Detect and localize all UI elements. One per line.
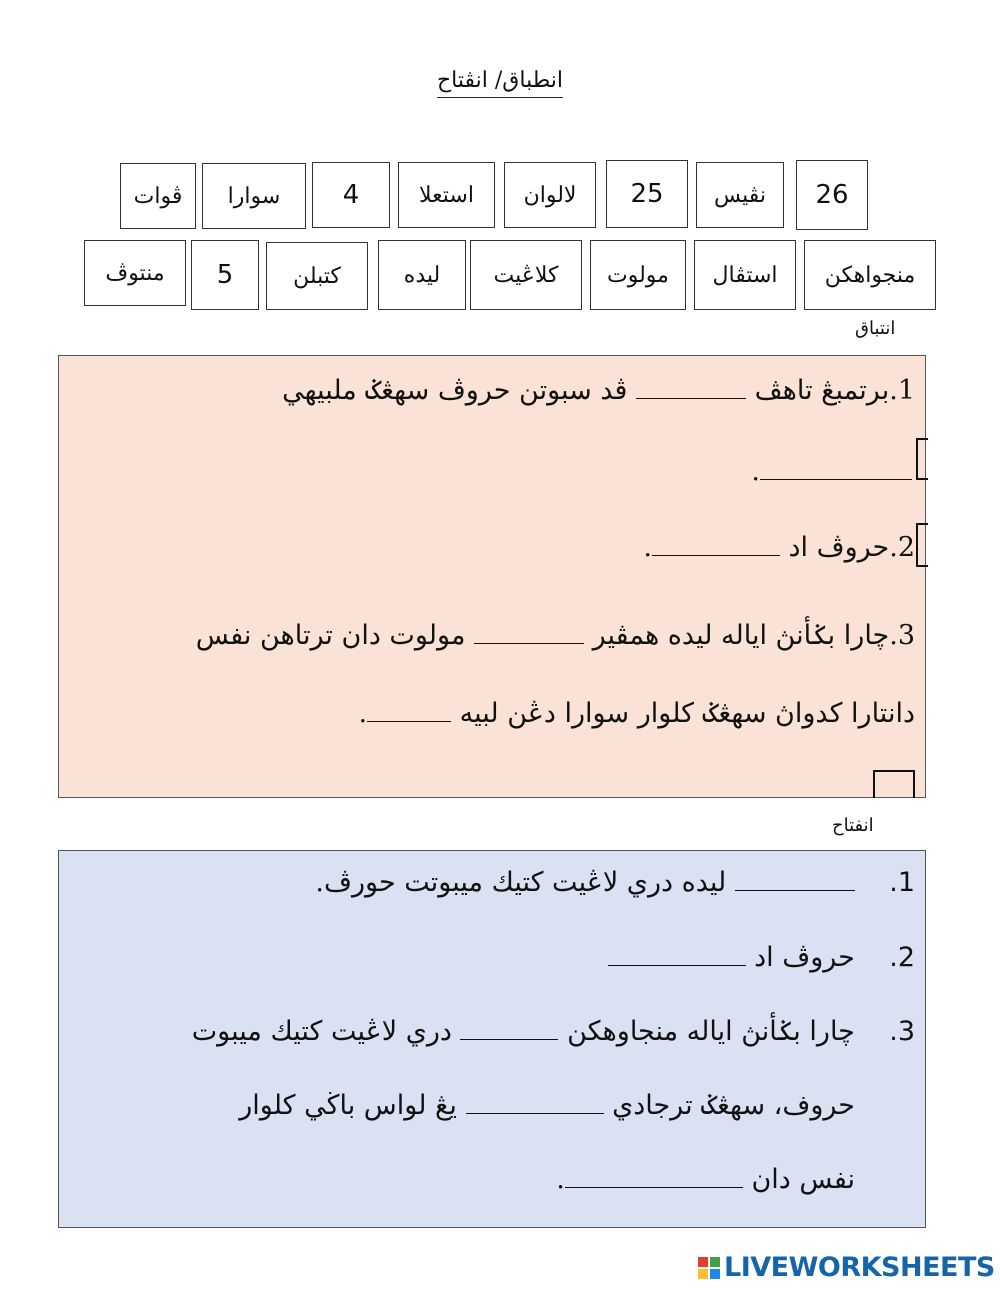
liveworksheets-logo[interactable]: [698, 1252, 995, 1283]
logo-square: [710, 1257, 720, 1267]
question-3-mid: مولوت دان ترتاهن نفس: [195, 620, 466, 651]
question-1-text: ليده دري لاڠيت كتيك ميبوتت حورڤ.: [315, 867, 727, 898]
question-1-end: ڤد سبوتن حروڤ سهڠݢ ملبيهي: [282, 375, 628, 406]
question-2-period: .: [643, 532, 652, 563]
word-card[interactable]: 5: [191, 240, 259, 310]
question-3-start: 3.چارا بݢأنڽ اياله ليده همڤير: [592, 620, 915, 651]
brand-name: LIVEWORKSHEETS: [724, 1252, 995, 1283]
exercise-panel-1: [58, 355, 926, 798]
word-card[interactable]: كلاڠيت: [470, 240, 582, 310]
answer-blank[interactable]: [636, 397, 746, 399]
answer-blank[interactable]: [652, 554, 780, 556]
word-card[interactable]: 25: [606, 160, 688, 228]
answer-blank[interactable]: [466, 1112, 604, 1114]
question-1-period: .: [751, 456, 760, 487]
question-3-line3-text: نفس دان: [751, 1164, 855, 1195]
question-2-text: حروڤ اد: [754, 942, 855, 973]
question-3-mid: دري لاڠيت كتيك ميبوت: [191, 1016, 452, 1047]
word-card[interactable]: استڤال: [694, 240, 796, 310]
word-card[interactable]: ڤوات: [120, 163, 196, 229]
logo-square: [710, 1269, 720, 1279]
question-2: [643, 532, 915, 563]
section-label-intibaq: انتباق: [855, 318, 896, 339]
word-card[interactable]: مولوت: [590, 240, 686, 310]
answer-blank[interactable]: [474, 642, 584, 644]
answer-blank[interactable]: [460, 1038, 558, 1040]
drop-target-marker: [916, 438, 928, 480]
answer-blank[interactable]: [608, 964, 746, 966]
question-3-start: چارا بݢأنڽ اياله منجاوهكن: [567, 1016, 855, 1047]
question-3-line3: [556, 1164, 855, 1195]
answer-blank[interactable]: [367, 720, 451, 722]
word-card[interactable]: 4: [312, 162, 390, 228]
drop-target-marker: [873, 770, 915, 798]
word-card[interactable]: ليده: [378, 240, 466, 310]
question-3: [196, 620, 915, 651]
word-card[interactable]: 26: [796, 160, 868, 230]
answer-blank[interactable]: [760, 478, 912, 480]
logo-square: [698, 1257, 708, 1267]
drop-target-marker: [916, 523, 928, 567]
question-number: 2.: [889, 942, 915, 973]
question-number: 1.: [889, 867, 915, 898]
question-1: [315, 867, 915, 898]
answer-blank[interactable]: [735, 889, 855, 891]
question-3-line2-end: يڠ لواس باڬي كلوار: [239, 1090, 457, 1121]
answer-blank[interactable]: [565, 1186, 743, 1188]
question-3-cont: [358, 698, 915, 729]
word-card[interactable]: منجواهكن: [804, 240, 936, 310]
question-2-text: 2.حروڤ اد: [788, 532, 915, 563]
logo-grid-icon: [698, 1257, 720, 1279]
word-card[interactable]: كتبلن: [266, 242, 368, 310]
question-1-cont: [751, 456, 912, 487]
page-title: انطباق/ انڤتاح: [0, 68, 1000, 93]
question-3: [192, 1016, 915, 1047]
question-2: [608, 942, 915, 973]
question-3-line2: [239, 1090, 855, 1121]
question-number: 3.: [889, 1016, 915, 1047]
question-3-line2-start: حروف، سهڠݢ ترجادي: [612, 1090, 855, 1121]
word-card[interactable]: سوارا: [202, 163, 306, 229]
word-card[interactable]: استعلا: [398, 162, 495, 228]
question-3-period: .: [358, 698, 368, 729]
word-card[interactable]: نڤيس: [696, 162, 784, 228]
word-card[interactable]: منتوڤ: [84, 240, 186, 306]
question-1-start: 1.برتمبڠ تاهڤ: [754, 375, 915, 406]
question-3-period: .: [556, 1164, 565, 1195]
question-1: [282, 375, 915, 406]
section-label-infitah: انفتاح: [832, 815, 874, 836]
logo-square: [698, 1269, 708, 1279]
word-card[interactable]: لالوان: [504, 162, 596, 228]
question-3-cont-text: دانتارا كدواڽ سهڠݢ كلوار سوارا دڠن لبيه: [459, 698, 915, 729]
